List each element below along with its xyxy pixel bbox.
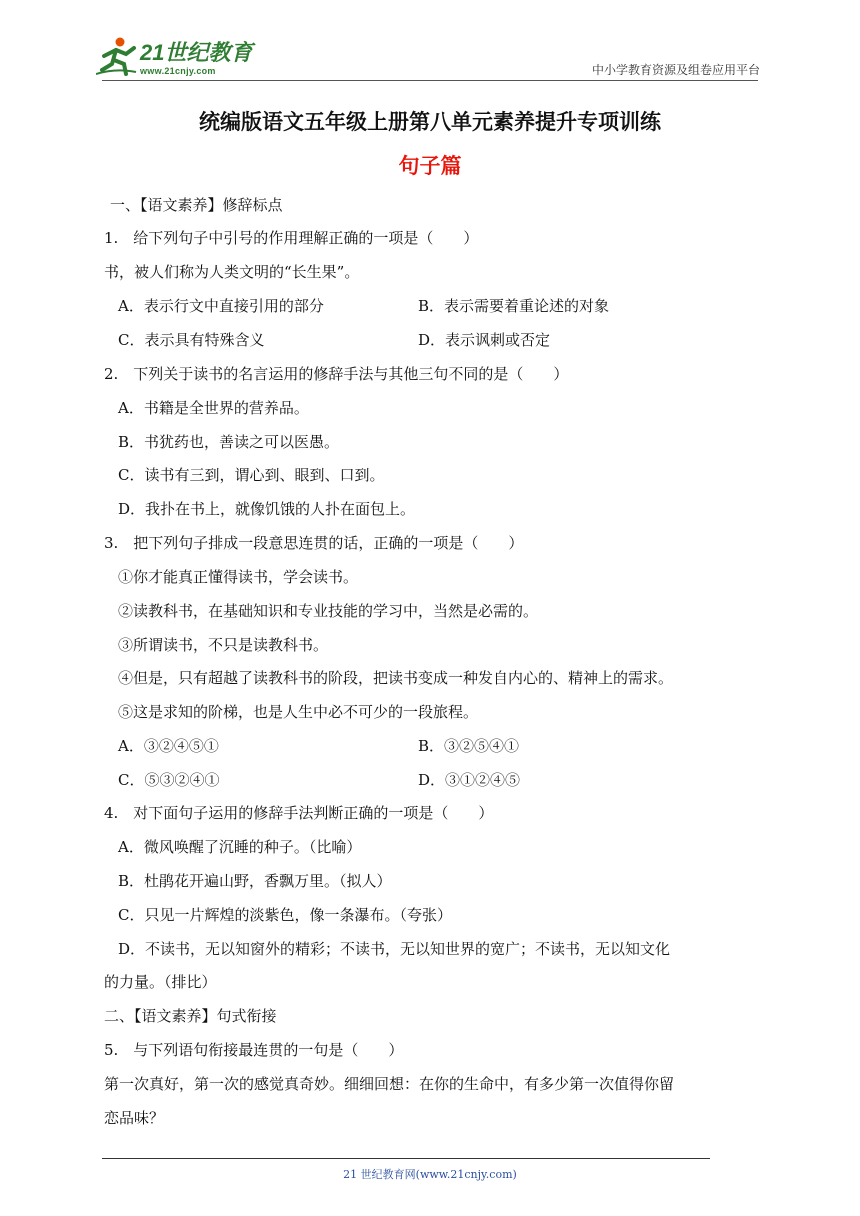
question-4-option-a: A．微风唤醒了沉睡的种子。（比喻） [118, 838, 362, 856]
question-2-option-c: C．读书有三到，谓心到、眼到、口到。 [118, 466, 385, 484]
logo-text: 21世纪教育 [140, 40, 253, 65]
question-3-stem: 3. 把下列句子排成一段意思连贯的话，正确的一项是（ ） [104, 534, 524, 552]
question-3-sentence-2: ②读教科书，在基础知识和专业技能的学习中，当然是必需的。 [118, 602, 539, 620]
question-4-option-c: C．只见一片辉煌的淡紫色，像一条瀑布。（夸张） [118, 906, 452, 924]
page-subtitle: 句子篇 [398, 154, 462, 178]
page-footer: 21 世纪教育网(www.21cnjy.com) [343, 1168, 517, 1181]
question-4-option-d-line1: D．不读书，无以知窗外的精彩；不读书，无以知世界的宽广；不读书，无以知文化 [118, 940, 671, 958]
question-3-sentence-4: ④但是，只有超越了读教科书的阶段，把读书变成一种发自内心的、精神上的需求。 [118, 669, 674, 687]
question-4-option-d-line2: 的力量。（排比） [104, 973, 217, 991]
section-heading-2: 二、【语文素养】句式衔接 [104, 1007, 277, 1025]
question-1-option-b: B．表示需要着重论述的对象 [418, 297, 610, 315]
platform-name: 中小学教育资源及组卷应用平台 [591, 63, 760, 77]
question-3-option-a: A．③②④⑤① [118, 737, 219, 755]
question-3-option-c: C．⑤③②④① [118, 771, 220, 789]
footer-divider [102, 1158, 710, 1159]
question-1-option-a: A．表示行文中直接引用的部分 [118, 297, 324, 315]
question-1-option-c: C．表示具有特殊含义 [118, 331, 265, 349]
question-4-stem: 4. 对下面句子运用的修辞手法判断正确的一项是（ ） [104, 804, 494, 822]
page-header [96, 34, 760, 80]
question-3-option-b: B．③②⑤④① [418, 737, 520, 755]
header-divider [102, 80, 758, 81]
question-1-stem: 1. 给下列句子中引号的作用理解正确的一项是（ ） [104, 229, 479, 247]
question-2-option-b: B．书犹药也，善读之可以医愚。 [118, 433, 340, 451]
question-4-option-b: B．杜鹃花开遍山野，香飘万里。（拟人） [118, 872, 392, 890]
page-title: 统编版语文五年级上册第八单元素养提升专项训练 [199, 110, 661, 134]
logo-url: www.21cnjy.com [140, 66, 216, 76]
question-3-option-d: D．③①②④⑤ [418, 771, 521, 789]
section-heading-1: 一、【语文素养】修辞标点 [110, 196, 283, 214]
question-5-text-line1: 第一次真好，第一次的感觉真奇妙。细细回想：在你的生命中，有多少第一次值得你留 [104, 1075, 675, 1093]
question-5-stem: 5. 与下列语句衔接最连贯的一句是（ ） [104, 1041, 404, 1059]
question-2-stem: 2. 下列关于读书的名言运用的修辞手法与其他三句不同的是（ ） [104, 365, 569, 383]
question-2-option-a: A．书籍是全世界的营养品。 [118, 399, 309, 417]
question-3-sentence-1: ①你才能真正懂得读书，学会读书。 [118, 568, 359, 586]
question-2-option-d: D．我扑在书上，就像饥饿的人扑在面包上。 [118, 500, 416, 518]
question-3-sentence-5: ⑤这是求知的阶梯，也是人生中必不可少的一段旅程。 [118, 703, 479, 721]
question-1-option-d: D．表示讽刺或否定 [418, 331, 551, 349]
question-1-text: 书，被人们称为人类文明的“长生果”。 [104, 263, 360, 281]
question-5-text-line2: 恋品味？ [104, 1109, 165, 1127]
question-3-sentence-3: ③所谓读书，不只是读教科书。 [118, 636, 329, 654]
